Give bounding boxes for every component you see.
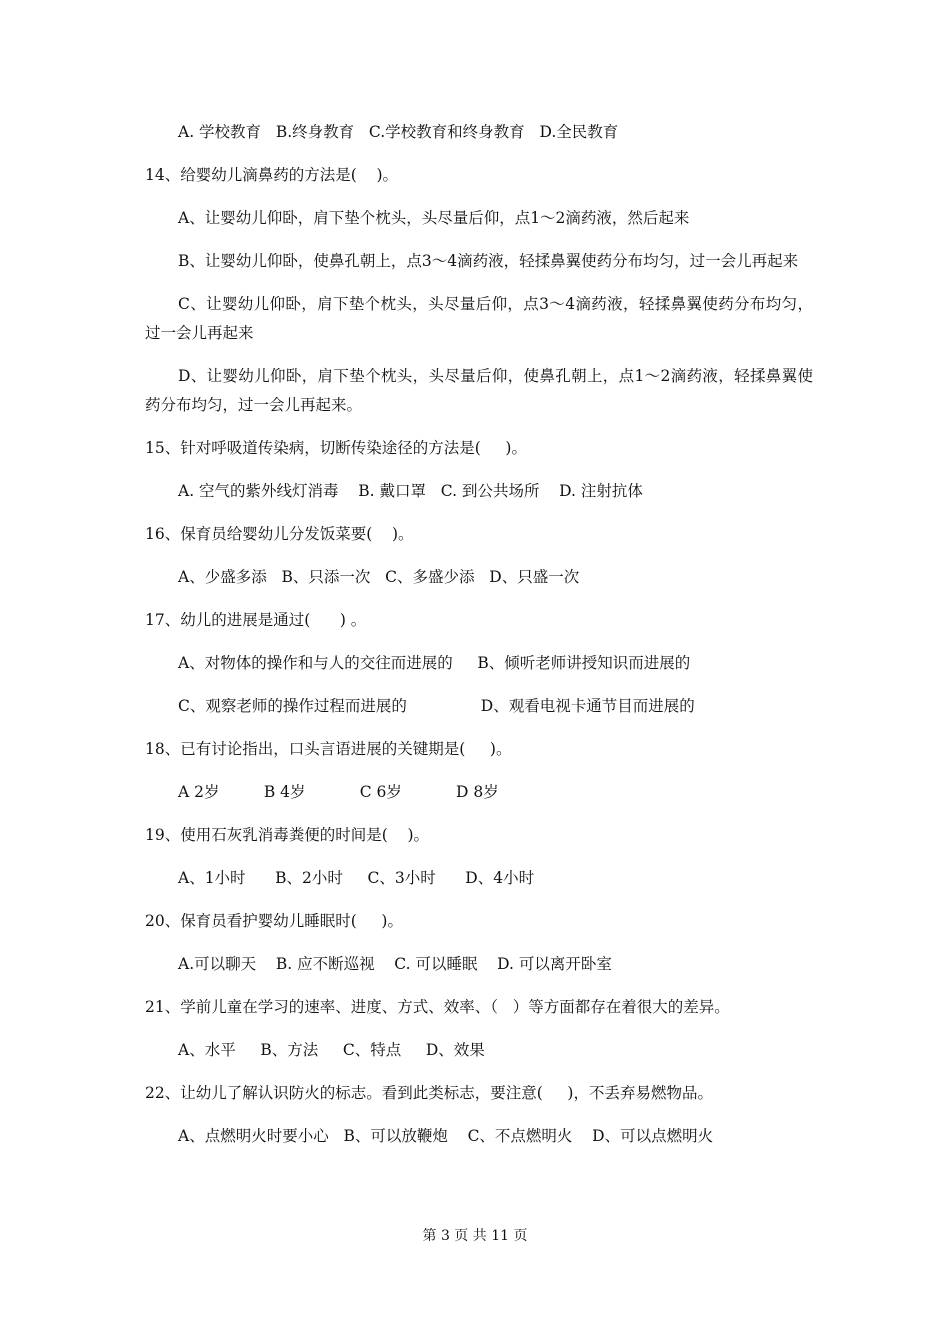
q15-options: A. 空气的紫外线灯消毒 B. 戴口罩 C. 到公共场所 D. 注射抗体 (178, 482, 643, 500)
q20-options: A.可以聊天 B. 应不断巡视 C. 可以睡眠 D. 可以离开卧室 (178, 955, 612, 973)
q13-options: A. 学校教育 B.终身教育 C.学校教育和终身教育 D.全民教育 (178, 123, 619, 141)
question-list (145, 118, 813, 1151)
q17-options-ab: A、对物体的操作和与人的交往而进展的 B、倾听老师讲授知识而进展的 (178, 654, 691, 672)
q19-question: 19、使用石灰乳消毒粪便的时间是( )。 (145, 826, 430, 844)
q14-option-a: A、让婴幼儿仰卧，肩下垫个枕头，头尽量后仰，点1～2滴药液，然后起来 (178, 209, 690, 227)
q14-option-b: B、让婴幼儿仰卧，使鼻孔朝上，点3～4滴药液，轻揉鼻翼使药分布均匀，过一会儿再起来 (178, 252, 799, 270)
q16-options: A、少盛多添 B、只添一次 C、多盛少添 D、只盛一次 (178, 568, 580, 586)
q17-options-cd: C、观察老师的操作过程而进展的 D、观看电视卡通节目而进展的 (178, 697, 695, 715)
q20-question: 20、保育员看护婴幼儿睡眠时( )。 (145, 912, 403, 930)
page-footer: 第 3 页 共 11 页 (422, 1228, 528, 1244)
q22-question: 22、让幼儿了解认识防火的标志。看到此类标志，要注意( )，不丢弃易燃物品。 (145, 1084, 713, 1102)
q18-options: A 2岁 B 4岁 C 6岁 D 8岁 (178, 783, 499, 801)
q14-question: 14、给婴幼儿滴鼻药的方法是( )。 (145, 166, 399, 184)
q16-question: 16、保育员给婴幼儿分发饭菜要( )。 (145, 525, 414, 543)
q22-options: A、点燃明火时要小心 B、可以放鞭炮 C、不点燃明火 D、可以点燃明火 (178, 1127, 714, 1145)
q21-question: 21、学前儿童在学习的速率、进度、方式、效率、（ ）等方面都存在着很大的差异。 (145, 998, 730, 1016)
q14-option-d: D、让婴幼儿仰卧，肩下垫个枕头，头尽量后仰，使鼻孔朝上，点1～2滴药液，轻揉鼻翼使药分布均匀，过一会儿再起来。 (145, 367, 813, 414)
q18-question: 18、已有讨论指出，口头言语进展的关键期是( )。 (145, 740, 512, 758)
q17-question: 17、幼儿的进展是通过( ) 。 (145, 611, 367, 629)
q21-options: A、水平 B、方法 C、特点 D、效果 (178, 1041, 485, 1059)
q14-option-c: C、让婴幼儿仰卧，肩下垫个枕头，头尽量后仰，点3～4滴药液，轻揉鼻翼使药分布均匀，过一会儿再起来 (145, 295, 813, 342)
q15-question: 15、针对呼吸道传染病，切断传染途径的方法是( )。 (145, 439, 527, 457)
q19-options: A、1小时 B、2小时 C、3小时 D、4小时 (178, 869, 535, 887)
